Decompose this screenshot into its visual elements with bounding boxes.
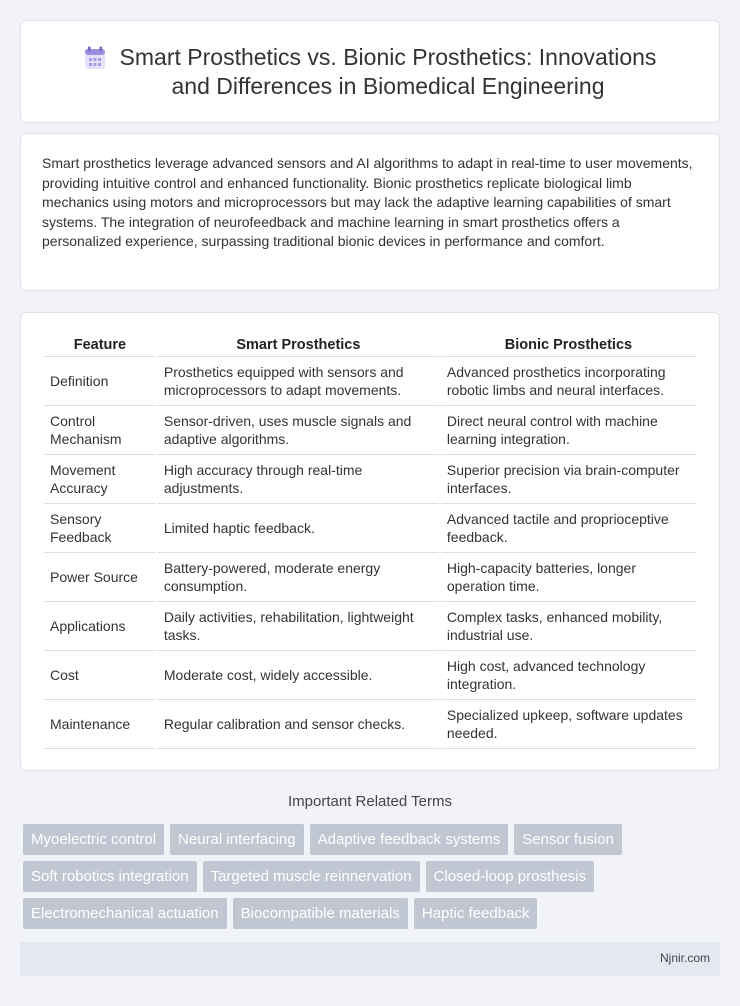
- intro-paragraph: Smart prosthetics leverage advanced sensors and AI algorithms to adapt in real-time to user movements, providing intuitive control and enhanced functionality. Bionic prosthetics replicate biological limb mechanics using motors and microprocessors but may lack the adaptive learning capabilities of smart systems. The integration of neurofeedback and machine learning in smart prosthetics offers a personalized experience, surpassing traditional bionic devices in performance and comfort.: [42, 155, 693, 250]
- table-header-row: [44, 333, 696, 357]
- smart-cell: High accuracy through real-time adjustments.: [158, 455, 439, 504]
- feature-cell: Sensory Feedback: [44, 504, 156, 553]
- comparison-table-card: [20, 312, 720, 771]
- footer-bar: [20, 942, 720, 976]
- calendar-grid-icon: [84, 46, 106, 70]
- related-term-tag[interactable]: Targeted muscle reinnervation: [203, 861, 420, 892]
- related-term-tag[interactable]: Sensor fusion: [514, 824, 622, 855]
- bionic-cell: Advanced tactile and proprioceptive feedback.: [441, 504, 696, 553]
- smart-cell: Regular calibration and sensor checks.: [158, 700, 439, 749]
- related-term-tag[interactable]: Neural interfacing: [170, 824, 304, 855]
- bionic-cell: Advanced prosthetics incorporating robotic limbs and neural interfaces.: [441, 357, 696, 406]
- feature-cell: Control Mechanism: [44, 406, 156, 455]
- smart-cell: Prosthetics equipped with sensors and microprocessors to adapt movements.: [158, 357, 439, 406]
- related-terms-list: [23, 824, 683, 935]
- feature-cell: Applications: [44, 602, 156, 651]
- table-row: [44, 651, 696, 700]
- intro-card: [20, 133, 720, 291]
- feature-cell: Maintenance: [44, 700, 156, 749]
- table-row: [44, 357, 696, 406]
- related-term-tag[interactable]: Soft robotics integration: [23, 861, 197, 892]
- bionic-cell: Direct neural control with machine learning integration.: [441, 406, 696, 455]
- title-wrap: [21, 43, 719, 101]
- feature-cell: Definition: [44, 357, 156, 406]
- related-term-tag[interactable]: Myoelectric control: [23, 824, 164, 855]
- footer-site-name[interactable]: Njnir.com: [659, 951, 710, 965]
- smart-cell: Battery-powered, moderate energy consumption.: [158, 553, 439, 602]
- related-term-tag[interactable]: Electromechanical actuation: [23, 898, 227, 929]
- title-card: [20, 20, 720, 123]
- bionic-cell: Superior precision via brain-computer interfaces.: [441, 455, 696, 504]
- related-term-tag[interactable]: Biocompatible materials: [233, 898, 408, 929]
- header-smart-prosthetics: Smart Prosthetics: [158, 333, 439, 357]
- title-line-1: Smart Prosthetics vs. Bionic Prosthetics: Innovations: [119, 44, 657, 70]
- related-term-tag[interactable]: Haptic feedback: [414, 898, 538, 929]
- table-row: [44, 455, 696, 504]
- related-terms-heading: Important Related Terms: [288, 793, 452, 810]
- table-row: [44, 602, 696, 651]
- header-bionic-prosthetics: Bionic Prosthetics: [441, 333, 696, 357]
- bionic-cell: High cost, advanced technology integration.: [441, 651, 696, 700]
- bionic-cell: Specialized upkeep, software updates needed.: [441, 700, 696, 749]
- smart-cell: Daily activities, rehabilitation, lightweight tasks.: [158, 602, 439, 651]
- title-line-2: and Differences in Biomedical Engineering: [171, 73, 605, 99]
- table-row: [44, 406, 696, 455]
- comparison-table: [42, 333, 698, 749]
- smart-cell: Sensor-driven, uses muscle signals and adaptive algorithms.: [158, 406, 439, 455]
- table-row: [44, 700, 696, 749]
- feature-cell: Cost: [44, 651, 156, 700]
- smart-cell: Limited haptic feedback.: [158, 504, 439, 553]
- feature-cell: Power Source: [44, 553, 156, 602]
- page-title: [120, 43, 657, 101]
- header-feature: Feature: [44, 333, 156, 357]
- smart-cell: Moderate cost, widely accessible.: [158, 651, 439, 700]
- bionic-cell: High-capacity batteries, longer operation time.: [441, 553, 696, 602]
- related-term-tag[interactable]: Closed-loop prosthesis: [426, 861, 595, 892]
- table-row: [44, 553, 696, 602]
- related-term-tag[interactable]: Adaptive feedback systems: [310, 824, 509, 855]
- bionic-cell: Complex tasks, enhanced mobility, industrial use.: [441, 602, 696, 651]
- table-row: [44, 504, 696, 553]
- feature-cell: Movement Accuracy: [44, 455, 156, 504]
